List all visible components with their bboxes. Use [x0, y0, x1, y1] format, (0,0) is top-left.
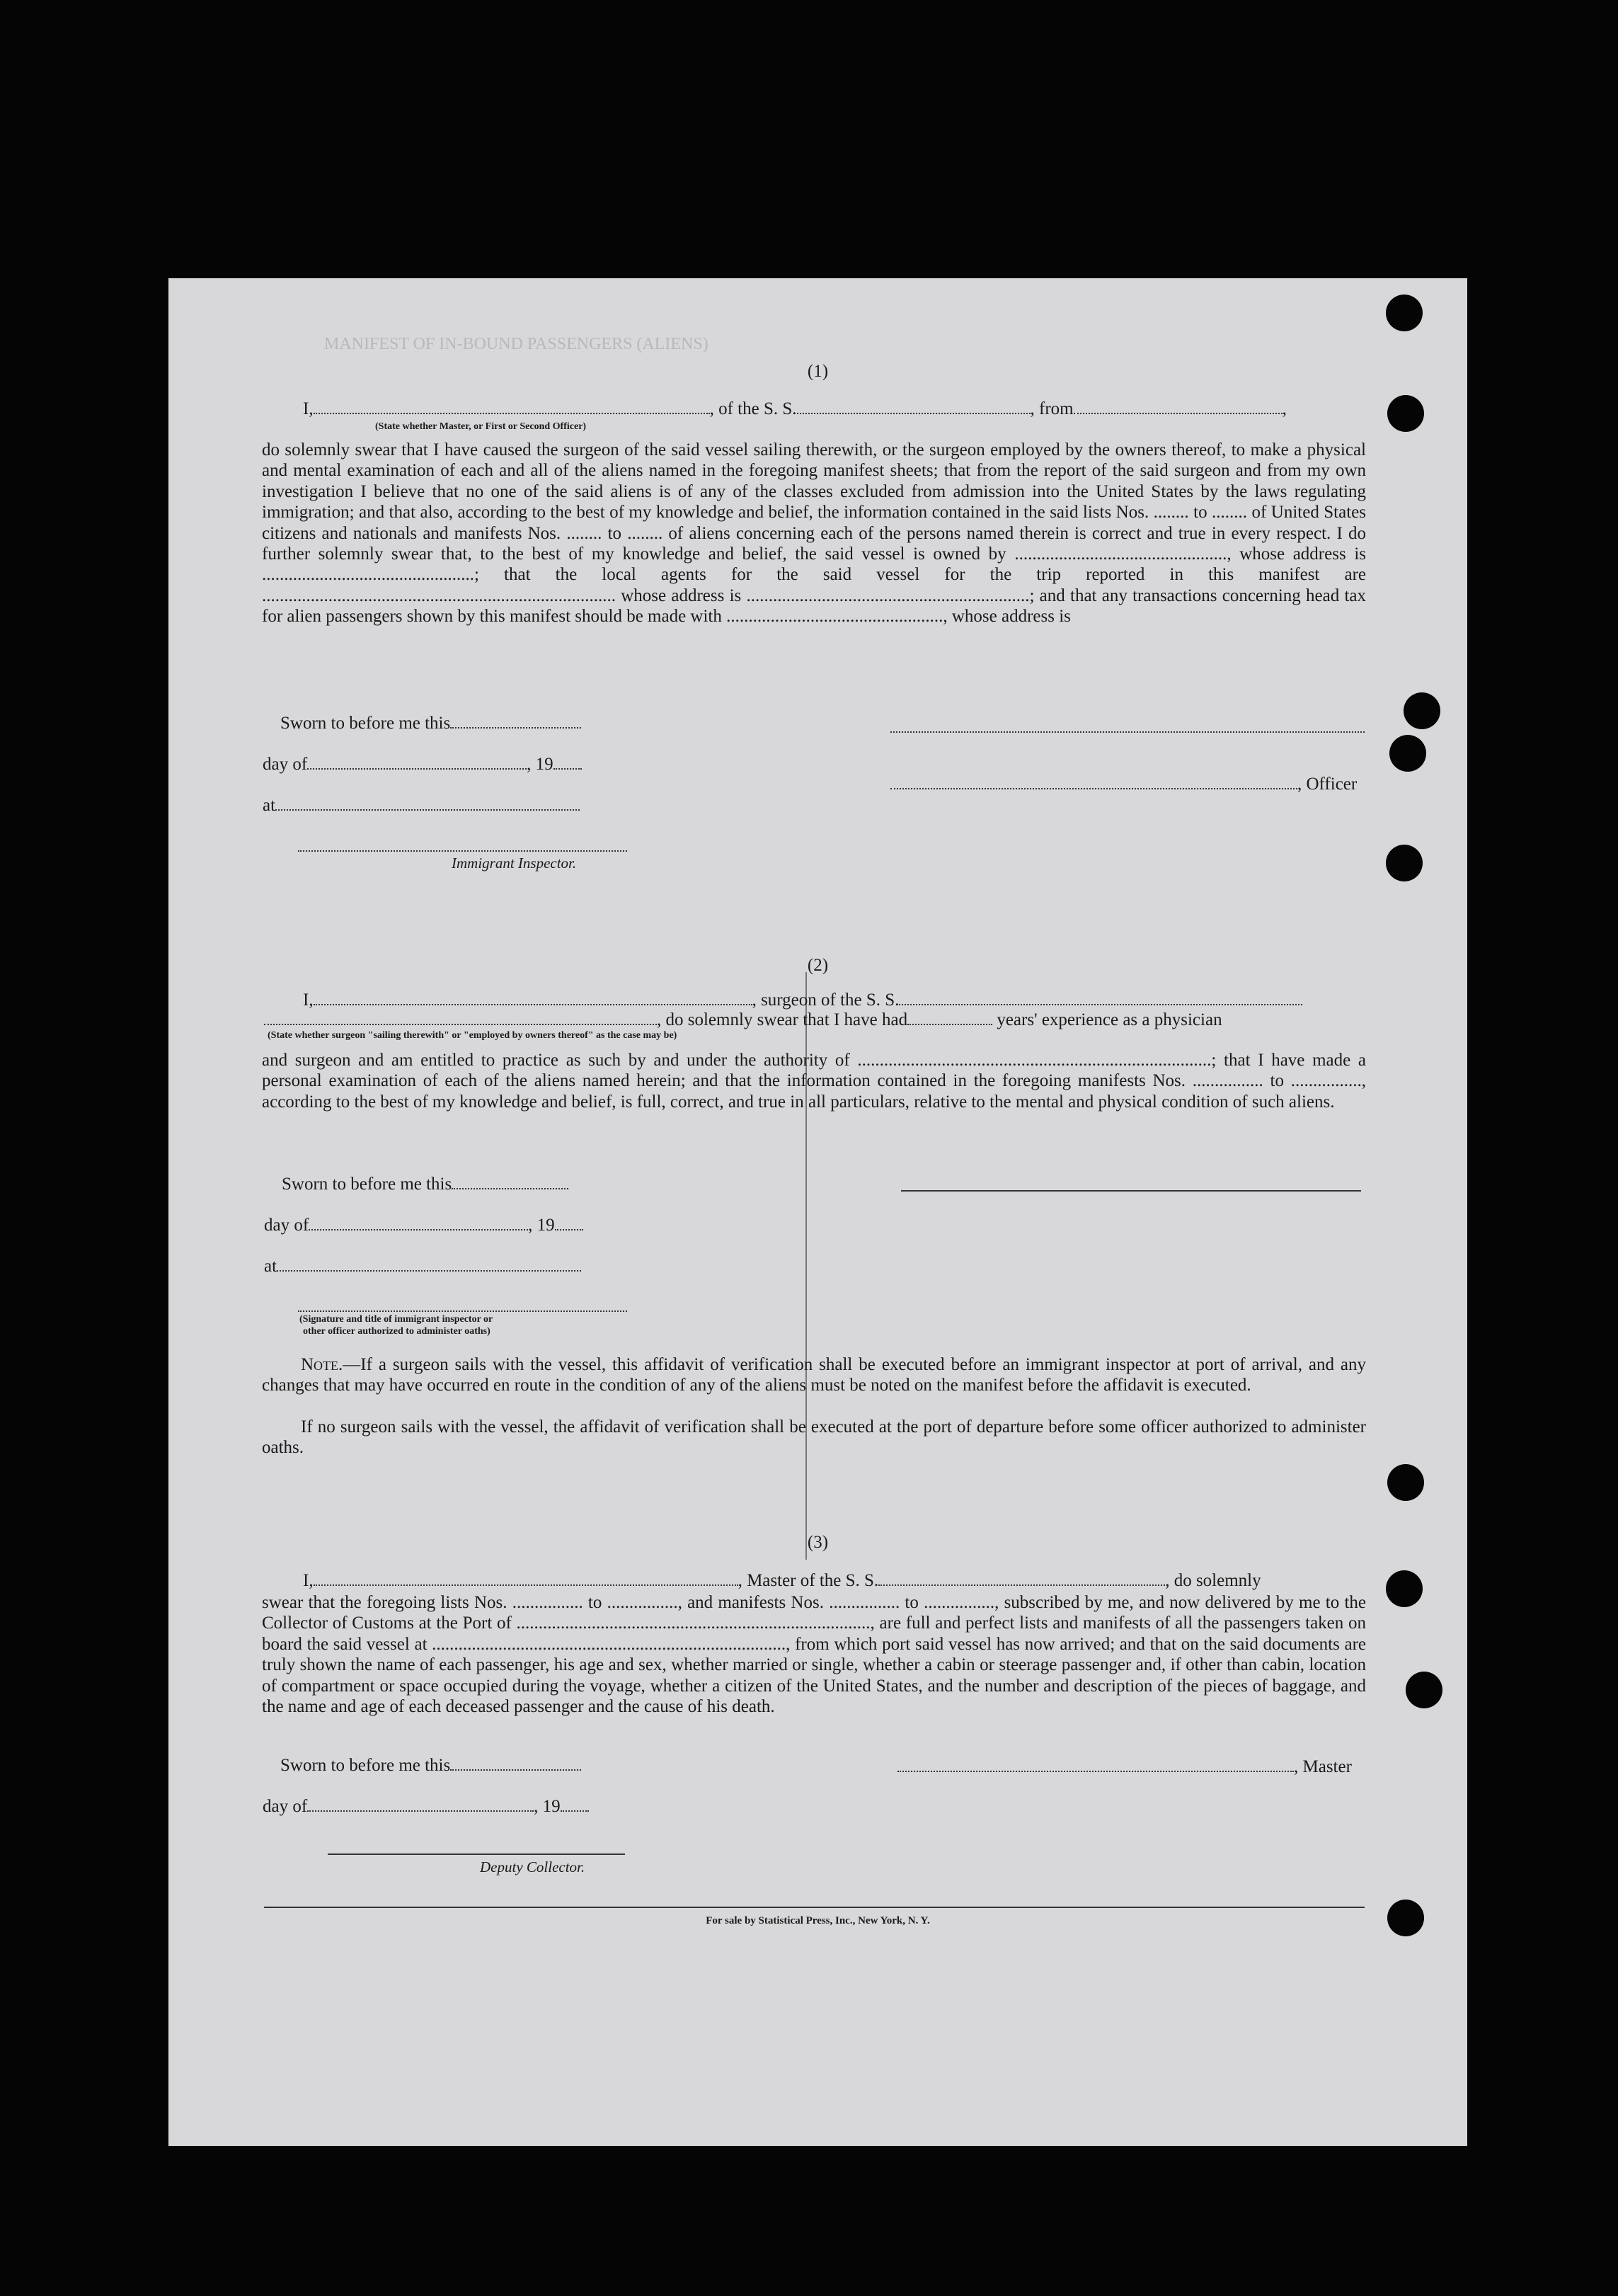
footer-rule [264, 1907, 1365, 1908]
s2-sig-note-2: other officer authorized to administer oaths) [303, 1326, 490, 1337]
s2-surgeon-signature-line [901, 1190, 1361, 1192]
section-2-number: (2) [807, 956, 829, 975]
s2-line2: , do solemnly swear that I have had years' experience as a physician [264, 1010, 1222, 1031]
punch-hole [1386, 295, 1423, 331]
s2-sworn: Sworn to before me this [282, 1174, 568, 1195]
s3-line1: I, , Master of the S. S. , do solemnly [303, 1571, 1261, 1590]
s2-day: day of , 19 [264, 1215, 583, 1236]
s3-oath-text: swear that the foregoing lists Nos. ................ to ................, and manifests Nos. ................ to ................, subscribed by me, and now delivered by me to the Collector of Customs at the Port of ................................................................................, are full and perfect lists and manifests of all the passengers taken on board the said vessel at ................................................................................, from which port said vessel has now arrived; and that on the said documents are truly shown the name of each passenger, his age and sex, whether married or single, whether a cabin or steerage passenger and, if other than cabin, location of compartment or space occupied during the voyage, whether a citizen of the United States, and the number and description of the pieces of baggage, and the name and age of each deceased passenger and the cause of his death. [262, 1593, 1366, 1717]
s2-line1: I, , surgeon of the S. S. [303, 990, 1302, 1011]
s1-inspector-signature-line [298, 850, 627, 852]
s2-note-2: If no surgeon sails with the vessel, the affidavit of verification shall be executed at the port of departure before some officer authorized to administer oaths. [262, 1417, 1366, 1458]
s1-inspector-label: Immigrant Inspector. [452, 855, 577, 872]
punch-hole [1404, 692, 1440, 729]
footer-imprint: For sale by Statistical Press, Inc., New York, N. Y. [706, 1915, 930, 1926]
s3-master: , Master [897, 1757, 1352, 1778]
s1-at: at [263, 795, 580, 816]
s2-sig-note-1: (Signature and title of immigrant inspector or [299, 1314, 493, 1325]
s2-note: Note.—If a surgeon sails with the vessel, this affidavit of verification shall be executed before an immigrant inspector at port of arrival, and any changes that may have occurred en route in the condition of any of the aliens must be noted on the manifest before the affidavit is executed. [262, 1355, 1366, 1395]
s1-day: day of , 19 [263, 754, 582, 775]
s2-surgeon-note: (State whether surgeon "sailing therewith" or "employed by owners thereof" as the case may be) [268, 1030, 677, 1041]
bleed-through-header: MANIFEST OF IN-BOUND PASSENGERS (ALIENS) [324, 335, 708, 353]
s2-signature-line [298, 1310, 627, 1312]
punch-hole [1389, 735, 1426, 772]
s1-of-ss: , of the S. S. [709, 399, 797, 418]
s1-sworn: Sworn to before me this [280, 713, 581, 734]
punch-hole [1386, 1570, 1423, 1607]
punch-hole [1387, 395, 1424, 432]
s3-sworn: Sworn to before me this [280, 1755, 581, 1776]
form-sheet [168, 278, 1467, 2146]
section-1-number: (1) [807, 362, 829, 381]
punch-hole [1386, 845, 1423, 881]
s1-officer: , Officer [890, 774, 1357, 795]
s3-deputy-label: Deputy Collector. [480, 1858, 585, 1875]
s3-deputy-signature-line [328, 1854, 625, 1855]
s2-oath-text: and surgeon and am entitled to practice as such by and under the authority of ................................................................................; that I have made a personal examination of each of the aliens named herein; and that the information contained in the foregoing manifests Nos. ................ to ................, according to the best of my knowledge and belief, is full, correct, and true in all particulars, relative to the mental and physical condition of such aliens. [262, 1051, 1366, 1112]
s3-day: day of , 19 [263, 1796, 589, 1817]
punch-hole [1406, 1672, 1442, 1708]
punch-hole [1387, 1464, 1424, 1501]
s1-officer-line-1 [890, 731, 1365, 733]
s1-from: , from [1030, 399, 1074, 418]
s1-officer-note: (State whether Master, or First or Second Officer) [375, 421, 587, 432]
s1-oath-text: do solemnly swear that I have caused the surgeon of the said vessel sailing therewith, or the surgeon employed by the owners thereof, to make a physical and mental examination of each and all of the aliens named in the foregoing manifest sheets; that from the report of the said surgeon and from my own investigation I believe that no one of the said aliens is of any of the classes excluded from admission into the United States by the laws regulating immigration; and that also, according to the best of my knowledge and belief, the information contained in the said lists Nos. ........ to ........ of United States citizens and nationals and manifests Nos. ........ to ........ of aliens concerning each of the persons named therein is correct and true in every respect. I do further solemnly swear that, to the best of my knowledge and belief, the said vessel is owned by ................................................, whose address is ................................................; that the local agents for the said vessel for the trip reported in this manifest are ................................................................................ whose address is ................................................................; and that any transactions concerning head tax for alien passengers shown by this manifest should be made with ................................................., whose address is [262, 440, 1366, 627]
s2-at: at [264, 1256, 581, 1277]
s1-line1: I, , of the S. S. , from , [303, 399, 1287, 418]
section-3-number: (3) [807, 1533, 829, 1552]
s1-i: I, [303, 399, 314, 418]
